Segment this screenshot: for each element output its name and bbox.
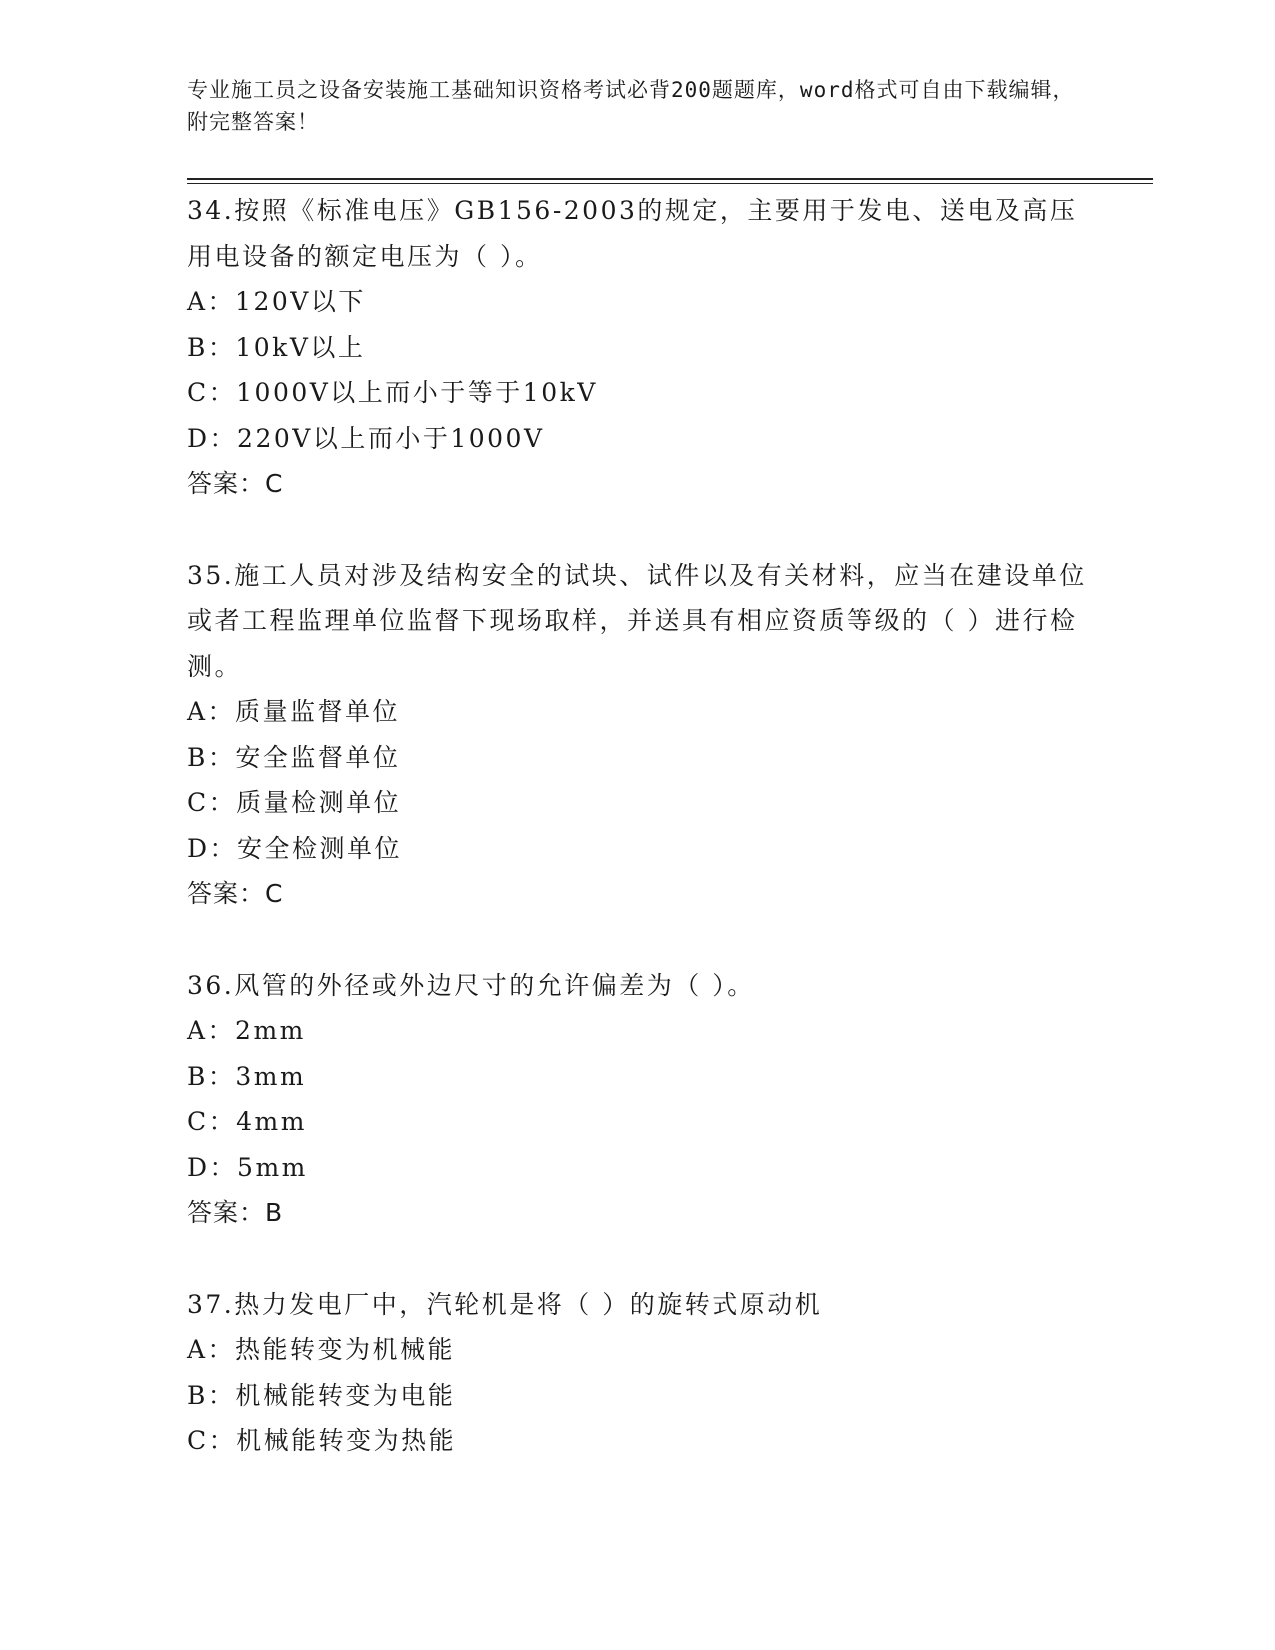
option-a: A：2mm xyxy=(187,1016,306,1045)
option-d: D：5mm xyxy=(187,1152,308,1182)
answer-line: 答案：C xyxy=(187,469,284,498)
option-d: D：220V以上而小于1000V xyxy=(187,423,545,453)
option-c: C：1000V以上而小于等于10kV xyxy=(187,378,598,407)
question-37 xyxy=(187,1282,1087,1464)
option-b: B：3mm xyxy=(187,1061,307,1091)
option-c: C：质量检测单位 xyxy=(187,788,402,817)
answer-line: 答案：B xyxy=(187,1198,284,1227)
header-rule-thick xyxy=(187,178,1153,180)
option-c: C：机械能转变为热能 xyxy=(187,1426,457,1455)
question-stem: 35.施工人员对涉及结构安全的试块、试件以及有关材料，应当在建设单位或者工程监理单位监督下现场取样，并送具有相应资质等级的（ ）进行检测。 xyxy=(187,560,1087,681)
option-d: D：安全检测单位 xyxy=(187,833,403,863)
question-35 xyxy=(187,553,1087,917)
answer-line: 答案：C xyxy=(187,879,284,908)
question-36 xyxy=(187,963,1087,1236)
document-header: 专业施工员之设备安装施工基础知识资格考试必背200题题库，word格式可自由下载编辑，附完整答案！ xyxy=(187,78,1075,134)
header-rule-thin xyxy=(187,183,1153,184)
question-list xyxy=(187,188,1087,1510)
option-a: A：热能转变为机械能 xyxy=(187,1335,456,1364)
question-stem: 34.按照《标准电压》GB156-2003的规定，主要用于发电、送电及高压用电设备的额定电压为（ ）。 xyxy=(187,196,1078,271)
option-a: A：质量监督单位 xyxy=(187,697,401,726)
option-b: B：安全监督单位 xyxy=(187,742,401,772)
question-stem: 36.风管的外径或外边尺寸的允许偏差为（ ）。 xyxy=(187,970,755,1000)
option-c: C：4mm xyxy=(187,1107,307,1136)
option-a: A：120V以下 xyxy=(187,287,366,316)
option-b: B：机械能转变为电能 xyxy=(187,1380,456,1410)
option-b: B：10kV以上 xyxy=(187,332,366,362)
question-stem: 37.热力发电厂中，汽轮机是将（ ）的旋转式原动机 xyxy=(187,1289,823,1319)
question-34 xyxy=(187,188,1087,507)
